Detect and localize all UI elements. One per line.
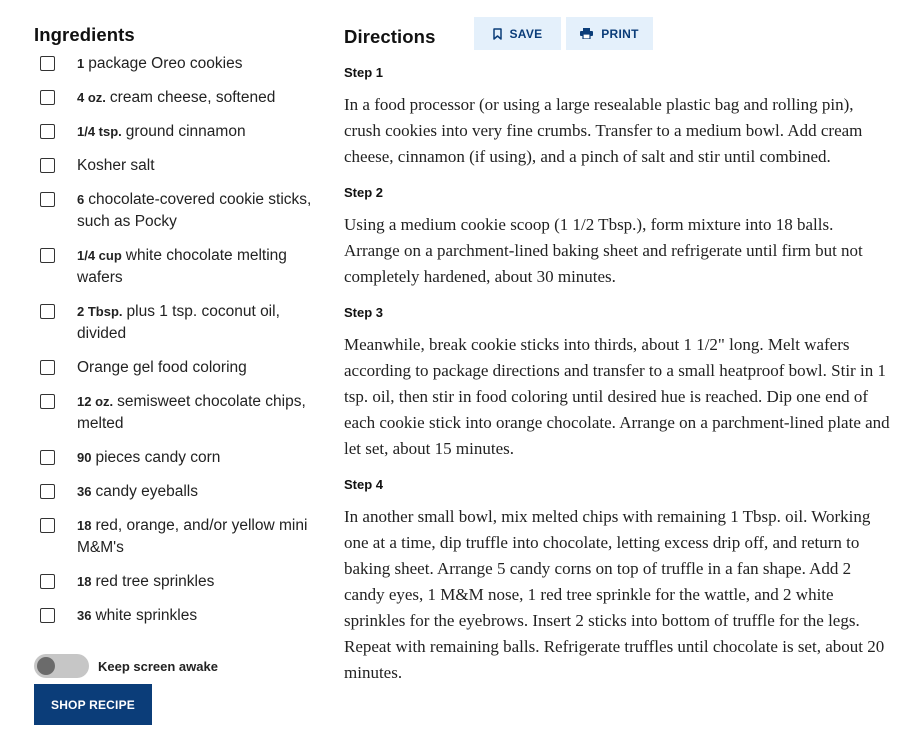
ingredient-description: chocolate-covered cookie sticks, such as Pocky <box>77 191 312 230</box>
ingredient-checkbox[interactable] <box>40 192 55 207</box>
toggle-knob <box>37 657 55 675</box>
direction-step <box>344 477 892 686</box>
ingredients-list <box>34 53 324 627</box>
ingredient-quantity: 18 <box>77 574 92 589</box>
save-button[interactable] <box>474 17 561 50</box>
ingredient-item[interactable] <box>34 605 324 627</box>
keep-awake-label: Keep screen awake <box>98 658 218 674</box>
ingredient-description: semisweet chocolate chips, melted <box>77 393 306 432</box>
ingredient-description: pieces candy corn <box>95 449 221 466</box>
ingredients-title: Ingredients <box>34 24 135 45</box>
ingredient-description: plus 1 tsp. coconut oil, divided <box>77 303 280 342</box>
ingredient-item[interactable] <box>34 87 324 109</box>
ingredient-item[interactable] <box>34 447 324 469</box>
step-text: In a food processor (or using a large resealable plastic bag and rolling pin), crush cookies into very fine crumbs. Transfer to a medium bowl. Add cream cheese, cinnamon (if using), and a pinch of salt and stir until combined. <box>344 95 863 166</box>
printer-icon <box>580 28 593 39</box>
step-text: Meanwhile, break cookie sticks into thirds, about 1 1/2" long. Melt wafers according to package directions and transfer to a small heatproof bowl. Stir in 1 tsp. oil, then stir in food coloring until desired hue is reached. Dip one end of each cookie stick into orange chocolate. Arrange on a parchment-lined plate and let set, about 15 minutes. <box>344 335 890 458</box>
ingredient-item[interactable] <box>34 515 324 559</box>
step-title: Step 1 <box>344 65 384 80</box>
step-text: Using a medium cookie scoop (1 1/2 Tbsp.), form mixture into 18 balls. Arrange on a parchment-lined baking sheet and refrigerate until firm but not completely hardened, about 30 minutes. <box>344 215 863 286</box>
ingredient-checkbox[interactable] <box>40 158 55 173</box>
ingredient-quantity: 1/4 cup <box>77 248 122 263</box>
ingredient-description: red tree sprinkles <box>95 573 215 590</box>
direction-step <box>344 185 892 290</box>
ingredient-item[interactable] <box>34 301 324 345</box>
ingredient-item[interactable] <box>34 189 324 233</box>
directions-header <box>344 24 892 50</box>
print-button[interactable] <box>566 17 653 50</box>
ingredient-quantity: 36 <box>77 608 92 623</box>
step-title: Step 2 <box>344 185 384 200</box>
step-text: In another small bowl, mix melted chips with remaining 1 Tbsp. oil. Working one at a time, dip truffle into chocolate, letting excess drip off, and return to baking sheet. Arrange 5 candy corns on top of truffle in a fan shape. Add 2 candy eyes, 1 M&M nose, 1 red tree sprinkle for the wattle, and 2 white sprinkles for the eyebrows. Insert 2 sticks into bottom of truffle for the legs. Repeat with remaining balls. Refrigerate truffles until chocolate is set, about 20 minutes. <box>344 507 885 682</box>
ingredient-description: white chocolate melting wafers <box>77 247 287 286</box>
bookmark-icon <box>493 28 502 40</box>
ingredient-label <box>77 481 313 503</box>
ingredient-checkbox[interactable] <box>40 248 55 263</box>
directions-title: Directions <box>344 26 436 47</box>
ingredient-checkbox[interactable] <box>40 518 55 533</box>
ingredient-label <box>77 301 313 345</box>
ingredient-quantity: 36 <box>77 484 92 499</box>
ingredient-label <box>77 447 313 469</box>
ingredients-section <box>34 24 324 639</box>
ingredient-checkbox[interactable] <box>40 484 55 499</box>
ingredient-item[interactable] <box>34 245 324 289</box>
ingredient-description: candy eyeballs <box>95 483 199 500</box>
ingredient-label <box>77 121 313 143</box>
ingredient-quantity: 1/4 tsp. <box>77 124 122 139</box>
ingredient-item[interactable] <box>34 53 324 75</box>
keep-awake-toggle[interactable] <box>34 654 89 678</box>
ingredient-checkbox[interactable] <box>40 304 55 319</box>
ingredient-quantity: 90 <box>77 450 92 465</box>
step-title: Step 4 <box>344 477 384 492</box>
direction-step <box>344 305 892 462</box>
ingredient-item[interactable] <box>34 121 324 143</box>
step-title: Step 3 <box>344 305 384 320</box>
ingredient-checkbox[interactable] <box>40 574 55 589</box>
ingredient-description: Kosher salt <box>77 157 155 174</box>
ingredient-label <box>77 87 313 109</box>
save-label: SAVE <box>509 26 543 41</box>
shop-recipe-button[interactable]: SHOP RECIPE <box>34 684 152 725</box>
ingredient-description: red, orange, and/or yellow mini M&M's <box>77 517 308 556</box>
ingredient-label <box>77 357 313 379</box>
ingredient-label <box>77 155 313 177</box>
ingredient-item[interactable] <box>34 391 324 435</box>
ingredient-quantity: 2 Tbsp. <box>77 304 123 319</box>
ingredient-checkbox[interactable] <box>40 124 55 139</box>
ingredient-checkbox[interactable] <box>40 394 55 409</box>
ingredient-label <box>77 391 313 435</box>
ingredient-checkbox[interactable] <box>40 56 55 71</box>
ingredient-quantity: 1 <box>77 56 85 71</box>
steps-list <box>344 65 892 686</box>
ingredient-quantity: 18 <box>77 518 92 533</box>
ingredient-label <box>77 53 313 75</box>
ingredient-quantity: 4 oz. <box>77 90 106 105</box>
ingredient-description: Orange gel food coloring <box>77 359 247 376</box>
ingredient-checkbox[interactable] <box>40 90 55 105</box>
ingredient-checkbox[interactable] <box>40 360 55 375</box>
ingredient-label <box>77 605 313 627</box>
ingredient-item[interactable] <box>34 155 324 177</box>
ingredient-description: package Oreo cookies <box>88 55 243 72</box>
ingredient-checkbox[interactable] <box>40 450 55 465</box>
keep-screen-awake <box>34 654 218 678</box>
directions-section <box>344 24 892 686</box>
ingredient-label <box>77 245 313 289</box>
ingredient-quantity: 6 <box>77 192 85 207</box>
ingredient-label <box>77 515 313 559</box>
ingredient-item[interactable] <box>34 357 324 379</box>
ingredient-description: ground cinnamon <box>125 123 246 140</box>
print-label: PRINT <box>601 26 639 41</box>
ingredient-item[interactable] <box>34 571 324 593</box>
direction-step <box>344 65 892 170</box>
ingredient-label <box>77 571 313 593</box>
ingredient-description: cream cheese, softened <box>109 89 276 106</box>
ingredient-quantity: 12 oz. <box>77 394 114 409</box>
ingredient-item[interactable] <box>34 481 324 503</box>
ingredient-checkbox[interactable] <box>40 608 55 623</box>
ingredient-description: white sprinkles <box>95 607 198 624</box>
ingredient-label <box>77 189 313 233</box>
